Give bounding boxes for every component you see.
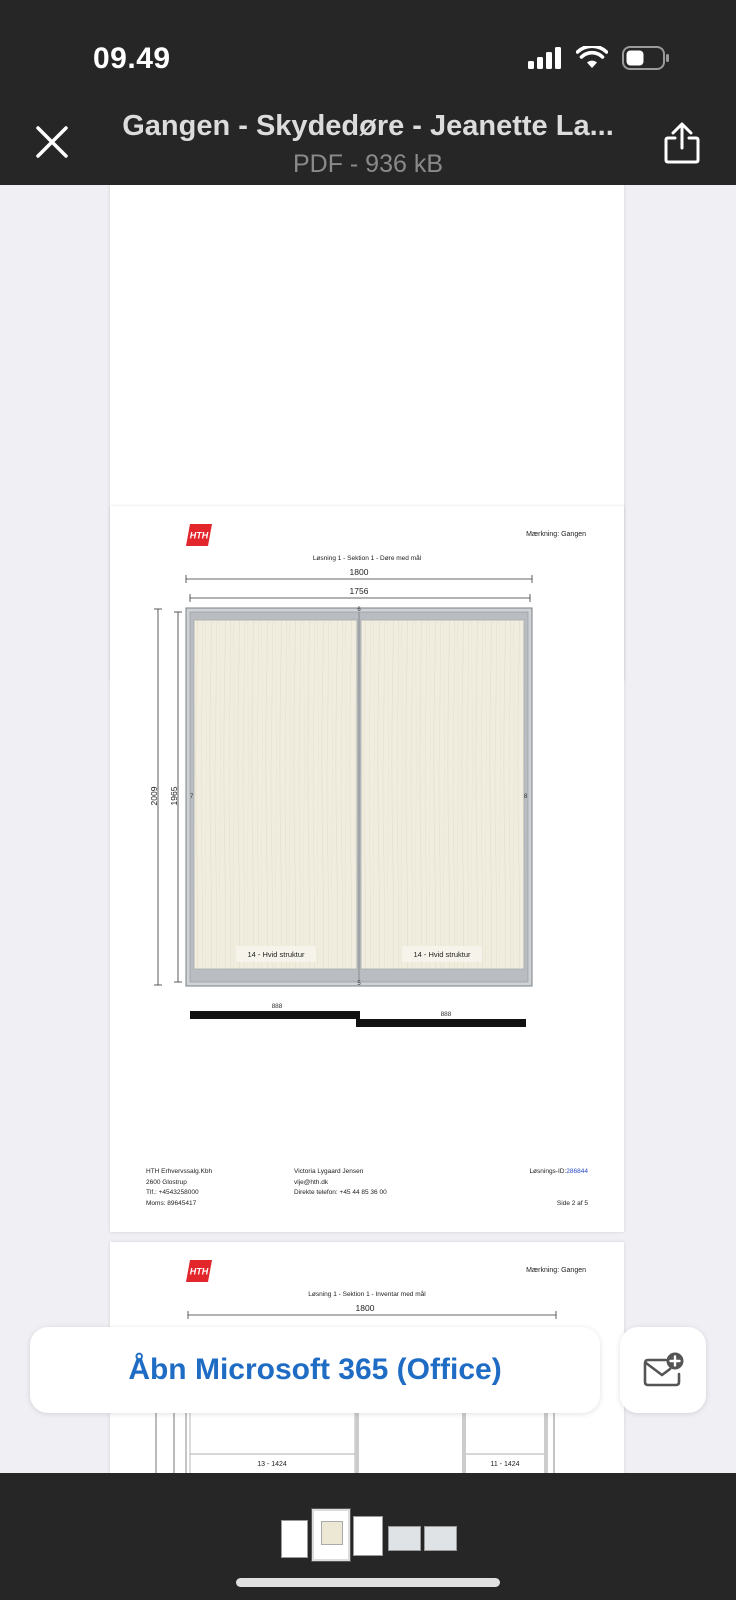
footer-contact-phone: Direkte telefon: +45 44 85 36 00: [294, 1189, 387, 1196]
footer-contact-name: Victoria Lygaard Jensen: [294, 1168, 364, 1175]
footer-solution-id[interactable]: 286844: [566, 1168, 588, 1175]
mark-left: 7: [190, 794, 194, 800]
top-bar: [0, 0, 736, 185]
svg-text:HTH: HTH: [189, 530, 209, 541]
footer-phone: Tlf.: +4543258000: [146, 1189, 199, 1196]
close-icon[interactable]: [34, 124, 70, 160]
status-time: 09.49: [93, 42, 171, 75]
footer-page-number: Side 2 af 5: [556, 1199, 588, 1207]
page-thumbnail-2[interactable]: [312, 1509, 350, 1561]
page-thumbnail-1[interactable]: [281, 1520, 308, 1558]
door-left-width: 888: [271, 1003, 283, 1010]
mail-add-button[interactable]: [620, 1327, 706, 1413]
shelf-label-left: 13 - 1424: [257, 1461, 287, 1468]
mark-top: 6: [357, 607, 361, 613]
footer-company: HTH Erhvervssalg.Kbh: [146, 1168, 213, 1175]
document-subtitle: PDF - 936 kB: [292, 150, 444, 178]
dim-inner-height: 1965: [169, 786, 179, 806]
footer-contact-email: vlje@hth.dk: [294, 1178, 329, 1186]
section-title: Løsning 1 - Sektion 1 - Døre med mål: [312, 555, 422, 562]
door-drawing: [110, 506, 624, 1046]
door-label-left: 14 - Hvid struktur: [247, 950, 305, 959]
door-panel-right: [361, 620, 524, 969]
door-right-width: 888: [440, 1011, 452, 1018]
marking-label: Mærkning: Gangen: [526, 1267, 586, 1274]
pdf-viewer[interactable]: [0, 185, 736, 1473]
battery-icon: [622, 46, 670, 70]
mark-bottom: 5: [357, 981, 361, 987]
footer-city: 2600 Glostrup: [146, 1178, 187, 1186]
door-label-right: 14 - Hvid struktur: [413, 950, 471, 959]
dim-total-width: 1800: [355, 1303, 375, 1313]
footer-solution-label: Løsnings-ID:: [529, 1168, 567, 1175]
wifi-icon: [576, 46, 608, 70]
door-right-width-bar: [356, 1019, 526, 1027]
dim-total-width: 1800: [349, 567, 369, 577]
document-title: Gangen - Skydedøre - Jeanette La...: [122, 110, 614, 142]
svg-text:HTH: HTH: [189, 1266, 209, 1277]
door-panel-left: [194, 620, 357, 969]
door-left-width-bar: [190, 1011, 360, 1019]
cellular-signal-icon: [528, 47, 562, 69]
page-thumbnail-3[interactable]: [353, 1516, 383, 1556]
shelf-label-right: 11 - 1424: [490, 1461, 520, 1468]
pdf-page-2: [110, 506, 624, 1232]
home-indicator[interactable]: [236, 1578, 500, 1587]
marking-label: Mærkning: Gangen: [526, 531, 586, 538]
dim-total-height: 2009: [149, 786, 159, 806]
open-microsoft-365-button[interactable]: Åbn Microsoft 365 (Office): [30, 1327, 600, 1413]
mark-right: 8: [524, 794, 528, 800]
dim-inner-width: 1756: [349, 586, 369, 596]
share-icon[interactable]: [662, 122, 702, 164]
page-thumbnail-5[interactable]: [424, 1526, 457, 1551]
footer-vat: Moms: 89645417: [146, 1199, 197, 1207]
status-icons: [528, 46, 670, 70]
page-thumbnail-4[interactable]: [388, 1526, 421, 1551]
section-title: Løsning 1 - Sektion 1 - Inventar med mål: [308, 1291, 426, 1298]
mail-add-icon: [642, 1352, 684, 1388]
